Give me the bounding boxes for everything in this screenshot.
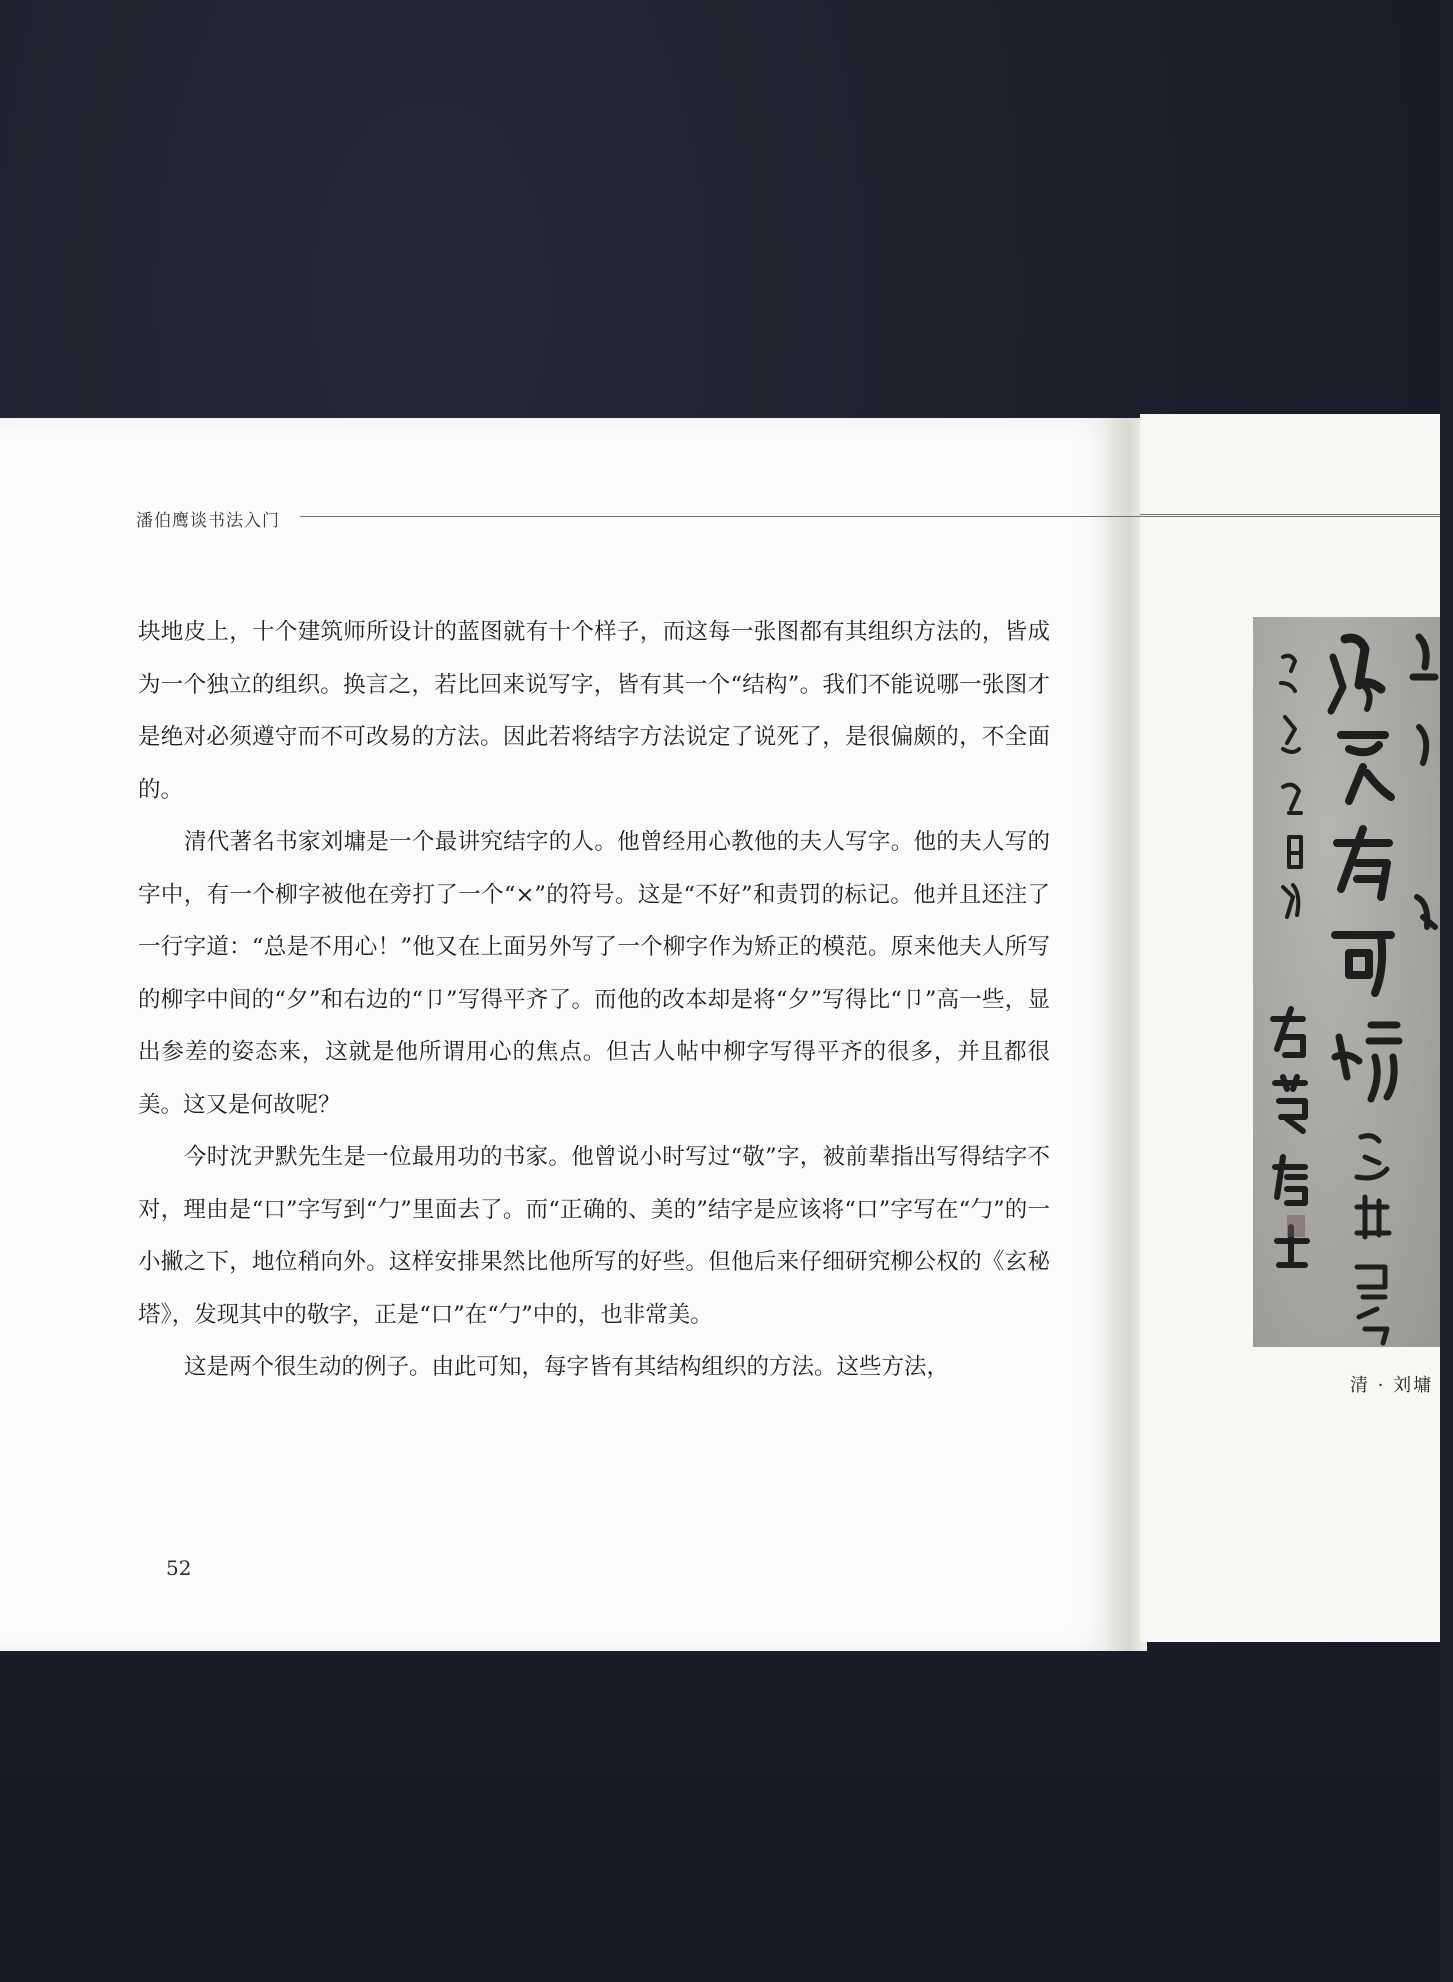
calligraphy-strokes	[1253, 617, 1440, 1347]
running-head: 潘伯鹰谈书法入门	[136, 511, 280, 531]
image-caption: 清 · 刘墉《	[1350, 1375, 1453, 1396]
paragraph-2: 清代著名书家刘墉是一个最讲究结字的人。他曾经用心教他的夫人写字。他的夫人写的字中，有一个柳字被他在旁打了一个“×”的符号。这是“不好”和责罚的标记。他并且还注了一行字道：“总是不用心！”他又在上面另外写了一个柳字作为矫正的模范。原来他夫人所写的柳字中间的“夕”和右边的“卩”写得平齐了。而他的改本却是将“夕”写得比“卩”高一些，显出参差的姿态来，这就是他所谓用心的焦点。但古人帖中柳字写得平齐的很多，并且都很美。这又是何故呢？	[138, 829, 1050, 1118]
seal-mark	[1287, 1215, 1305, 1237]
header-rule-right	[1140, 514, 1440, 515]
scanner-background-bottom	[0, 1650, 1440, 1982]
paragraph-4: 这是两个很生动的例子。由此可知，每字皆有其结构组织的方法。这些方法，	[184, 1354, 950, 1380]
calligraphy-image	[1253, 617, 1440, 1347]
body-text	[138, 606, 1050, 1394]
paragraph-1: 块地皮上，十个建筑师所设计的蓝图就有十个样子，而这每一张图都有其组织方法的，皆成为一个独立的组织。换言之，若比回来说写字，皆有其一个“结构”。我们不能说哪一张图才是绝对必须遵守而不可改易的方法。因此若将结字方法说定了说死了，是很偏颇的，不全面的。	[138, 619, 1050, 803]
paragraph-3: 今时沈尹默先生是一位最用功的书家。他曾说小时写过“敬”字，被前辈指出写得结字不对，理由是“口”字写到“勹”里面去了。而“正确的、美的”结字是应该将“口”字写在“勹”的一小撇之下，地位稍向外。这样安排果然比他所写的好些。但他后来仔细研究柳公权的《玄秘塔》，发现其中的敬字，正是“口”在“勹”中的，也非常美。	[138, 1144, 1050, 1328]
page-number: 52	[166, 1556, 192, 1580]
header-rule	[300, 516, 1440, 517]
